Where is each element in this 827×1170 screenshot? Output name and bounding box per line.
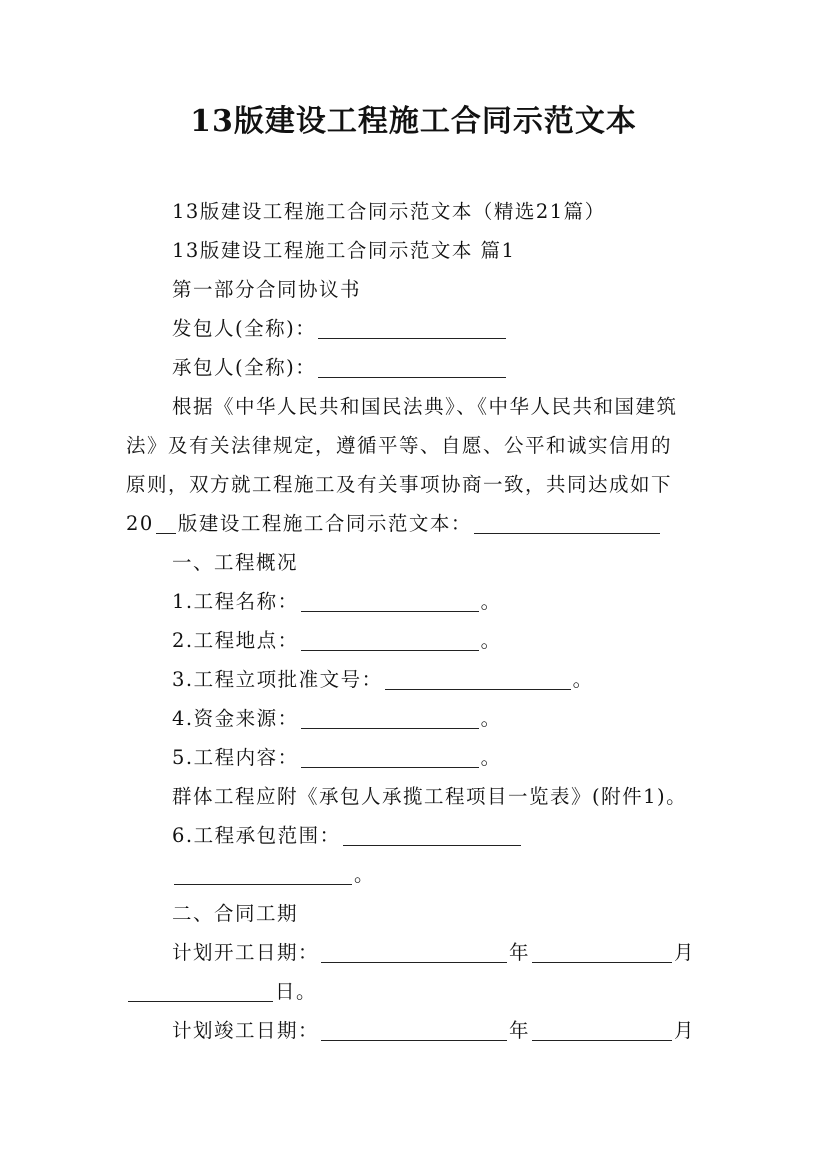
item4-label: 4.资金来源： (172, 707, 299, 730)
finish-year-label: 年 (509, 1019, 531, 1042)
start-date-line (172, 938, 695, 968)
item4-blank[interactable] (301, 708, 479, 729)
start-day-blank[interactable] (128, 981, 273, 1002)
intro-line-3: 原则，双方就工程施工及有关事项协商一致，共同达成如下 (126, 473, 673, 496)
finish-label: 计划竣工日期： (172, 1019, 320, 1042)
subtitle: 13版建设工程施工合同示范文本（精选21篇） (172, 200, 606, 223)
item3-blank[interactable] (385, 669, 571, 690)
item6-blank-2[interactable] (174, 864, 352, 885)
item2-line (172, 626, 502, 656)
contractor-line (172, 353, 508, 383)
intro-line-4 (126, 509, 662, 539)
employer-label: 发包人(全称)： (172, 317, 317, 340)
finish-month-label: 月 (674, 1019, 696, 1042)
start-label: 计划开工日期： (172, 941, 320, 964)
finish-month-blank[interactable] (532, 1020, 672, 1041)
item4-line (172, 704, 502, 734)
item6-continuation (172, 860, 375, 890)
start-month-blank[interactable] (532, 942, 672, 963)
item4-period: 。 (480, 707, 502, 730)
intro-line-4-text: 版建设工程施工合同示范文本： (177, 512, 472, 535)
item2-period: 。 (480, 629, 502, 652)
item6-blank[interactable] (343, 825, 521, 846)
employer-blank[interactable] (318, 318, 506, 339)
article-heading: 13版建设工程施工合同示范文本 篇1 (172, 239, 516, 262)
item3-period: 。 (572, 668, 594, 691)
intro-line-2: 法》及有关法律规定，遵循平等、自愿、公平和诚实信用的 (126, 434, 673, 457)
year-blank[interactable] (156, 513, 176, 534)
group-note: 群体工程应附《承包人承揽工程项目一览表》(附件1)。 (172, 785, 688, 808)
start-day-label: 日。 (275, 980, 318, 1003)
item5-line (172, 743, 502, 773)
item5-label: 5.工程内容： (172, 746, 299, 769)
item5-period: 。 (480, 746, 502, 769)
item2-label: 2.工程地点： (172, 629, 299, 652)
finish-date-line (172, 1016, 695, 1046)
item1-line (172, 587, 502, 617)
item5-blank[interactable] (301, 747, 479, 768)
start-year-blank[interactable] (321, 942, 507, 963)
sec1-heading: 一、工程概况 (172, 551, 299, 574)
item1-blank[interactable] (301, 591, 479, 612)
item6-line (172, 821, 523, 851)
contractor-label: 承包人(全称)： (172, 356, 317, 379)
item6-period: 。 (354, 863, 376, 886)
item6-label: 6.工程承包范围： (172, 824, 341, 847)
item1-label: 1.工程名称： (172, 590, 299, 613)
start-month-label: 月 (674, 941, 696, 964)
contractor-blank[interactable] (318, 357, 506, 378)
intro-line-1: 根据《中华人民共和国民法典》、《中华人民共和国建筑 (172, 395, 678, 418)
start-day-line (126, 977, 317, 1007)
item3-label: 3.工程立项批准文号： (172, 668, 383, 691)
intro-blank[interactable] (474, 513, 660, 534)
item2-blank[interactable] (301, 630, 479, 651)
document-title: 13版建设工程施工合同示范文本 (190, 104, 637, 139)
year-prefix: 20 (126, 512, 154, 535)
sec2-heading: 二、合同工期 (172, 902, 299, 925)
item1-period: 。 (480, 590, 502, 613)
employer-line (172, 314, 508, 344)
finish-year-blank[interactable] (321, 1020, 507, 1041)
part1-heading: 第一部分合同协议书 (172, 278, 362, 301)
start-year-label: 年 (509, 941, 531, 964)
item3-line (172, 665, 594, 695)
